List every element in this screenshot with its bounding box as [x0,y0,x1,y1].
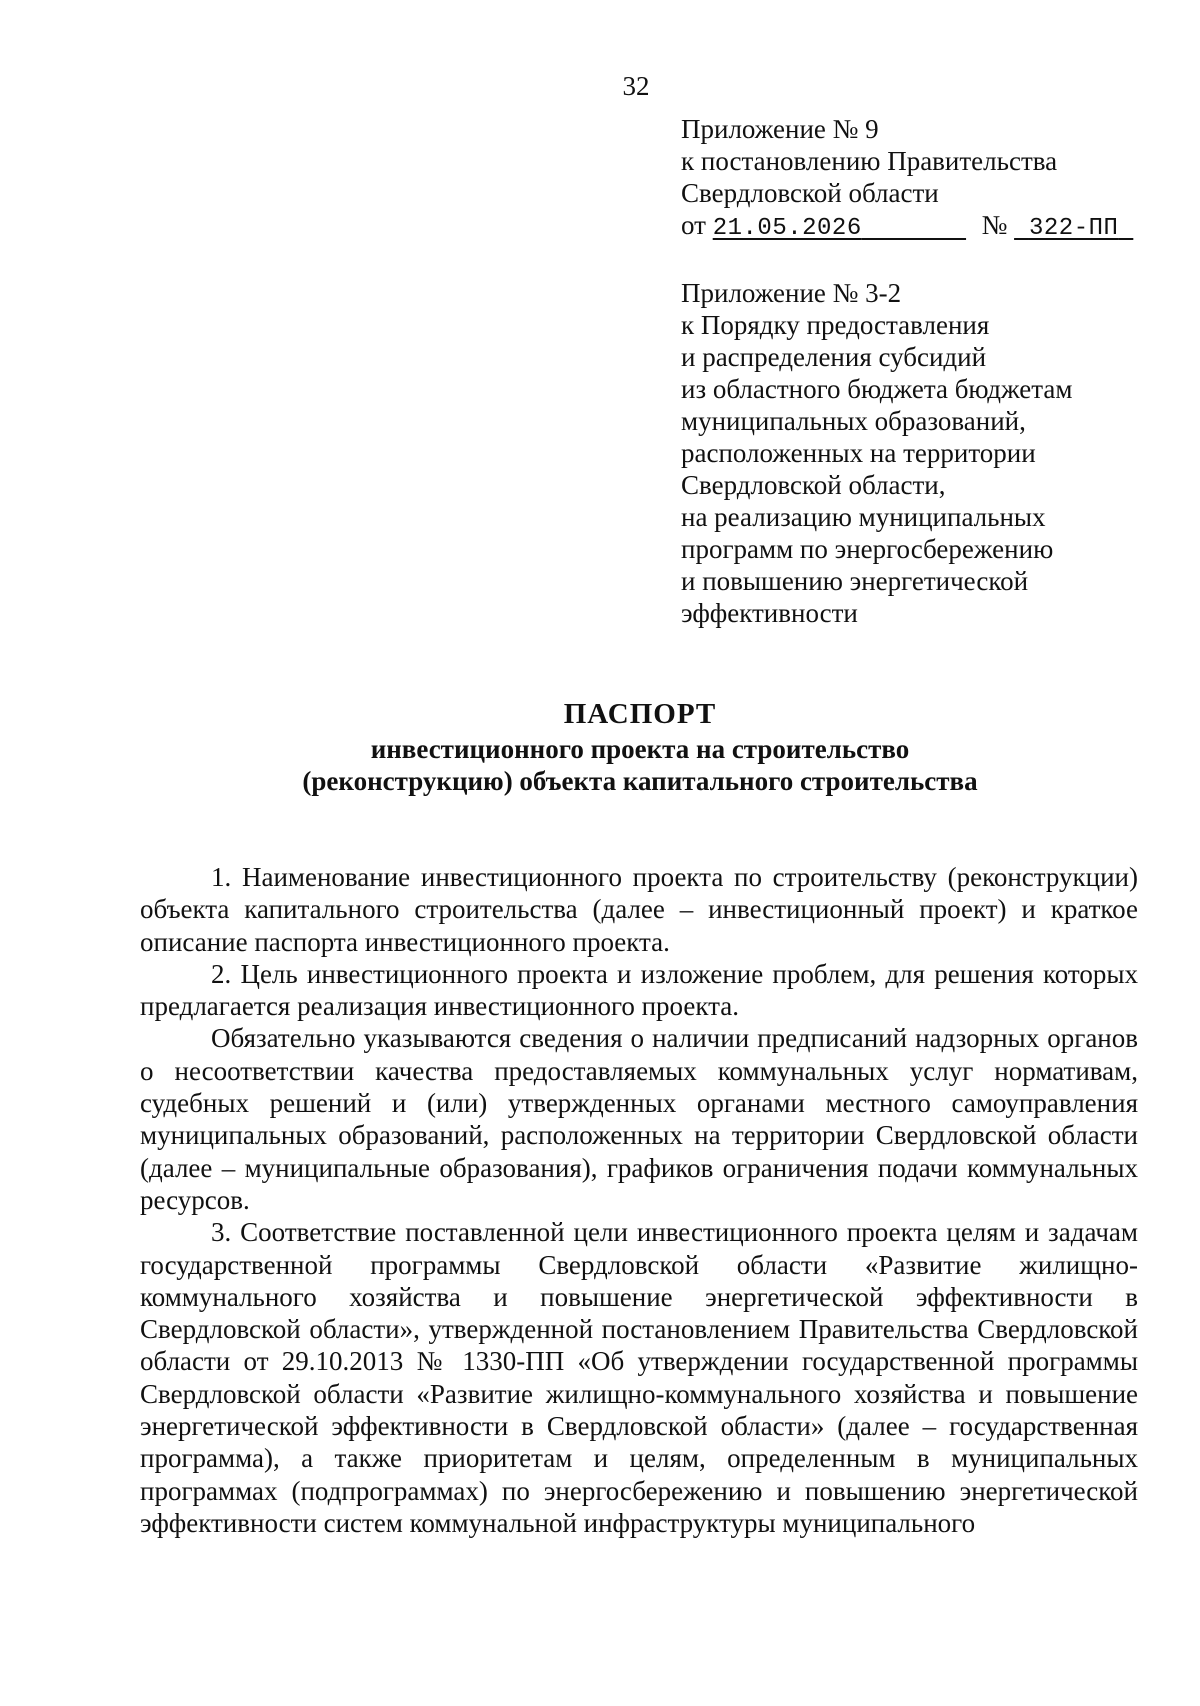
title-main: ПАСПОРТ [563,698,717,730]
appendix-order-line: Приложение № 3-2 [681,278,902,308]
title-subtitle-line: инвестиционного проекта на строительство [370,734,910,764]
appendix-order-line: и распределения субсидий [681,342,987,372]
paragraph: 2. Цель инвестиционного проекта и изложение проблем, для решения которых предлагается реализация инвестиционного проекта. [140,958,1138,1022]
number-prefix: № [981,210,1008,240]
appendix-order-line: Свердловской области, [681,470,946,500]
title-subtitle-line: (реконструкцию) объекта капитального строительства [302,766,978,796]
page-number: 32 [622,71,650,101]
appendix-order-block [681,277,1121,629]
appendix-decree-line: к постановлению Правительства [681,146,1058,176]
appendix-order-line: расположенных на территории [681,438,1036,468]
paragraph: 1. Наименование инвестиционного проекта по строительству (реконструкции) объекта капитального строительства (далее – инвестиционный проект) и краткое описание паспорта инвестиционного проекта. [140,862,1138,957]
date-prefix: от [681,210,706,240]
appendix-order-line: эффективности [681,598,858,628]
appendix-order-line: к Порядку предоставления [681,310,990,340]
appendix-decree-line: Приложение № 9 [681,114,879,144]
document-body [140,861,1138,1539]
appendix-order-line: на реализацию муниципальных [681,502,1046,532]
appendix-order-line: программ по энергосбережению [681,534,1054,564]
decree-date: 21.05.2026 [712,215,862,242]
appendix-order-line: из областного бюджета бюджетам [681,374,1073,404]
decree-number: 322-ПП [1028,215,1119,242]
paragraph: 3. Соответствие поставленной цели инвестиционного проекта целям и задачам государственной программы Свердловской области «Развитие жилищно-коммунального хозяйства и повышение энергетической эффективности в Свердловской области», утвержденной постановлением Правительства Свердловской области от 29.10.2013 № 1330-ПП «Об утверждении государственной программы Свердловской области «Развитие жилищно-коммунального хозяйства и повышение энергетической эффективности в Свердловской области» (далее – государственная программа), а также приоритетам и целям, определенным в муниципальных программах (подпрограммах) по энергосбережению и повышению энергетической эффективности систем коммунальной инфраструктуры муниципального [140,1217,1138,1538]
appendix-order-line: и повышению энергетической [681,566,1029,596]
paragraph: Обязательно указываются сведения о наличии предписаний надзорных органов о несоответствии качества предоставляемых коммунальных услуг нормативам, судебных решений и (или) утвержденных органами местного самоуправления муниципальных образований, расположенных на территории Свердловской области (далее – муниципальные образования), графиков ограничения подачи коммунальных ресурсов. [140,1023,1138,1215]
appendix-decree-line: Свердловской области [681,178,939,208]
document-title [140,698,1140,797]
appendix-order-line: муниципальных образований, [681,406,1026,436]
decree-date-line [681,209,1121,245]
appendix-decree-block [681,113,1121,245]
